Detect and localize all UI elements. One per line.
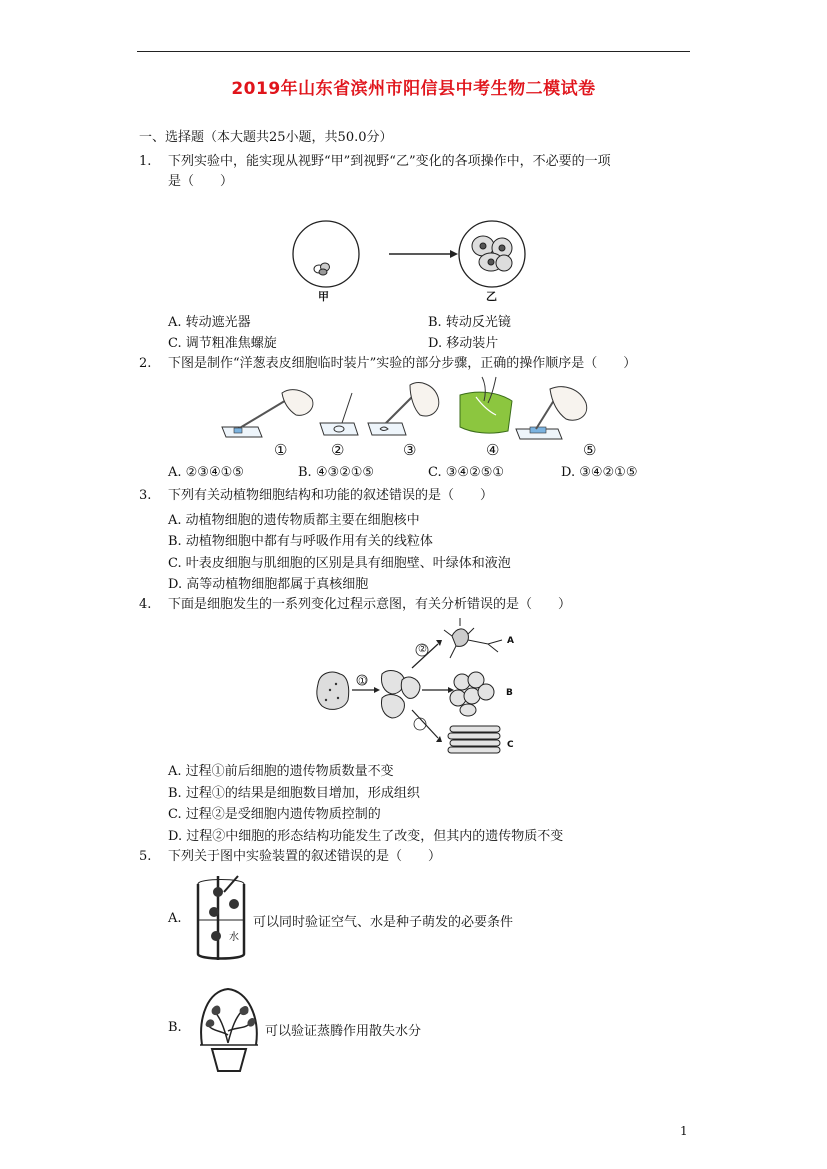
q2-option-c[interactable]: C. ③④②⑤① (428, 465, 505, 480)
q2-number: 2. (139, 356, 152, 371)
step-2-drawing (320, 393, 358, 435)
step-4-drawing (460, 377, 512, 433)
view-yi-cells (472, 236, 512, 271)
q3-option-b[interactable]: B. 动植物细胞中都有与呼吸作用有关的线粒体 (168, 534, 433, 549)
view-jia-circle (293, 221, 359, 287)
step-5-drawing (516, 387, 587, 439)
q1-stem-line2: 是（ ） (168, 174, 234, 189)
q1-option-a[interactable]: A. 转动遮光器 (168, 315, 251, 330)
q5-number: 5. (139, 849, 152, 864)
q5-transpiration-figure (192, 987, 266, 1073)
q5-option-a-text[interactable]: 可以同时验证空气、水是种子萌发的必要条件 (253, 915, 514, 930)
label-jia: 甲 (318, 290, 329, 303)
q4-cell-process-figure (312, 614, 522, 756)
q2-option-b[interactable]: B. ④③②①⑤ (298, 465, 375, 480)
q2-option-d[interactable]: D. ③④②①⑤ (561, 465, 638, 480)
q1-option-d[interactable]: D. 移动装片 (428, 336, 499, 351)
step-1-label: ① (274, 441, 288, 459)
step-5-label: ⑤ (583, 441, 597, 459)
q1-option-b[interactable]: B. 转动反光镜 (428, 315, 511, 330)
q4-option-b[interactable]: B. 过程①的结果是细胞数目增加，形成组织 (168, 786, 420, 801)
header-rule (137, 51, 690, 52)
q4-option-c[interactable]: C. 过程②是受细胞内遗传物质控制的 (168, 807, 381, 822)
q5-option-b-text[interactable]: 可以验证蒸腾作用散失水分 (265, 1024, 422, 1039)
step-3-drawing (368, 383, 439, 435)
label-yi: 乙 (486, 290, 497, 303)
step-3-label: ③ (403, 441, 417, 459)
q4-stem-line1: 下面是细胞发生的一系列变化过程示意图，有关分析错误的是（ ） (168, 597, 572, 612)
exam-title: 2019年山东省滨州市阳信县中考生物二模试卷 (231, 79, 596, 99)
water-label: 水 (229, 932, 239, 943)
single-cell (317, 672, 349, 709)
q1-number: 1. (139, 154, 152, 169)
page-number: 1 (680, 1124, 688, 1138)
q5-seed-germination-figure (194, 876, 248, 964)
view-jia-cells (314, 263, 330, 275)
q4-option-a[interactable]: A. 过程①前后细胞的遗传物质数量不变 (168, 764, 394, 779)
step-4-label: ④ (486, 441, 500, 459)
q3-number: 3. (139, 488, 152, 503)
cell-label-b: B (506, 688, 513, 698)
q2-steps-figure (220, 375, 610, 445)
q1-stem-line1: 下列实验中，能实现从视野“甲”到视野“乙”变化的各项操作中，不必要的一项 (168, 154, 611, 169)
cell-label-c: C (507, 740, 514, 750)
q3-option-c[interactable]: C. 叶表皮细胞与肌细胞的区别是具有细胞壁、叶绿体和液泡 (168, 556, 511, 571)
cell-label-a: A (507, 636, 514, 646)
section-heading: 一、选择题（本大题共25小题，共50.0分） (139, 130, 393, 145)
q3-option-a[interactable]: A. 动植物细胞的遗传物质都主要在细胞核中 (168, 513, 420, 528)
epithelial-cells (450, 672, 494, 716)
step-1-drawing (222, 390, 313, 437)
q1-option-c[interactable]: C. 调节粗准焦螺旋 (168, 336, 277, 351)
step-2-label: ② (331, 441, 345, 459)
q4-option-d[interactable]: D. 过程②中细胞的形态结构功能发生了改变，但其内的遗传物质不变 (168, 829, 564, 844)
dividing-cells (381, 671, 420, 718)
q2-stem-line1: 下图是制作“洋葱表皮细胞临时装片”实验的部分步骤，正确的操作顺序是（ ） (168, 356, 637, 371)
process-2-label: ② (418, 644, 427, 655)
q5-option-b-letter[interactable]: B. (168, 1020, 182, 1035)
arrow-head (450, 250, 458, 258)
q3-option-d[interactable]: D. 高等动植物细胞都属于真核细胞 (168, 577, 369, 592)
q5-stem-line1: 下列关于图中实验装置的叙述错误的是（ ） (168, 849, 442, 864)
muscle-cells (448, 726, 500, 753)
nerve-cell (444, 618, 502, 658)
q3-stem-line1: 下列有关动植物细胞结构和功能的叙述错误的是（ ） (168, 488, 494, 503)
q4-number: 4. (139, 597, 152, 612)
process-1-label: ① (358, 676, 367, 687)
q5-option-a-letter[interactable]: A. (168, 911, 182, 926)
q2-option-a[interactable]: A. ②③④①⑤ (168, 465, 244, 480)
